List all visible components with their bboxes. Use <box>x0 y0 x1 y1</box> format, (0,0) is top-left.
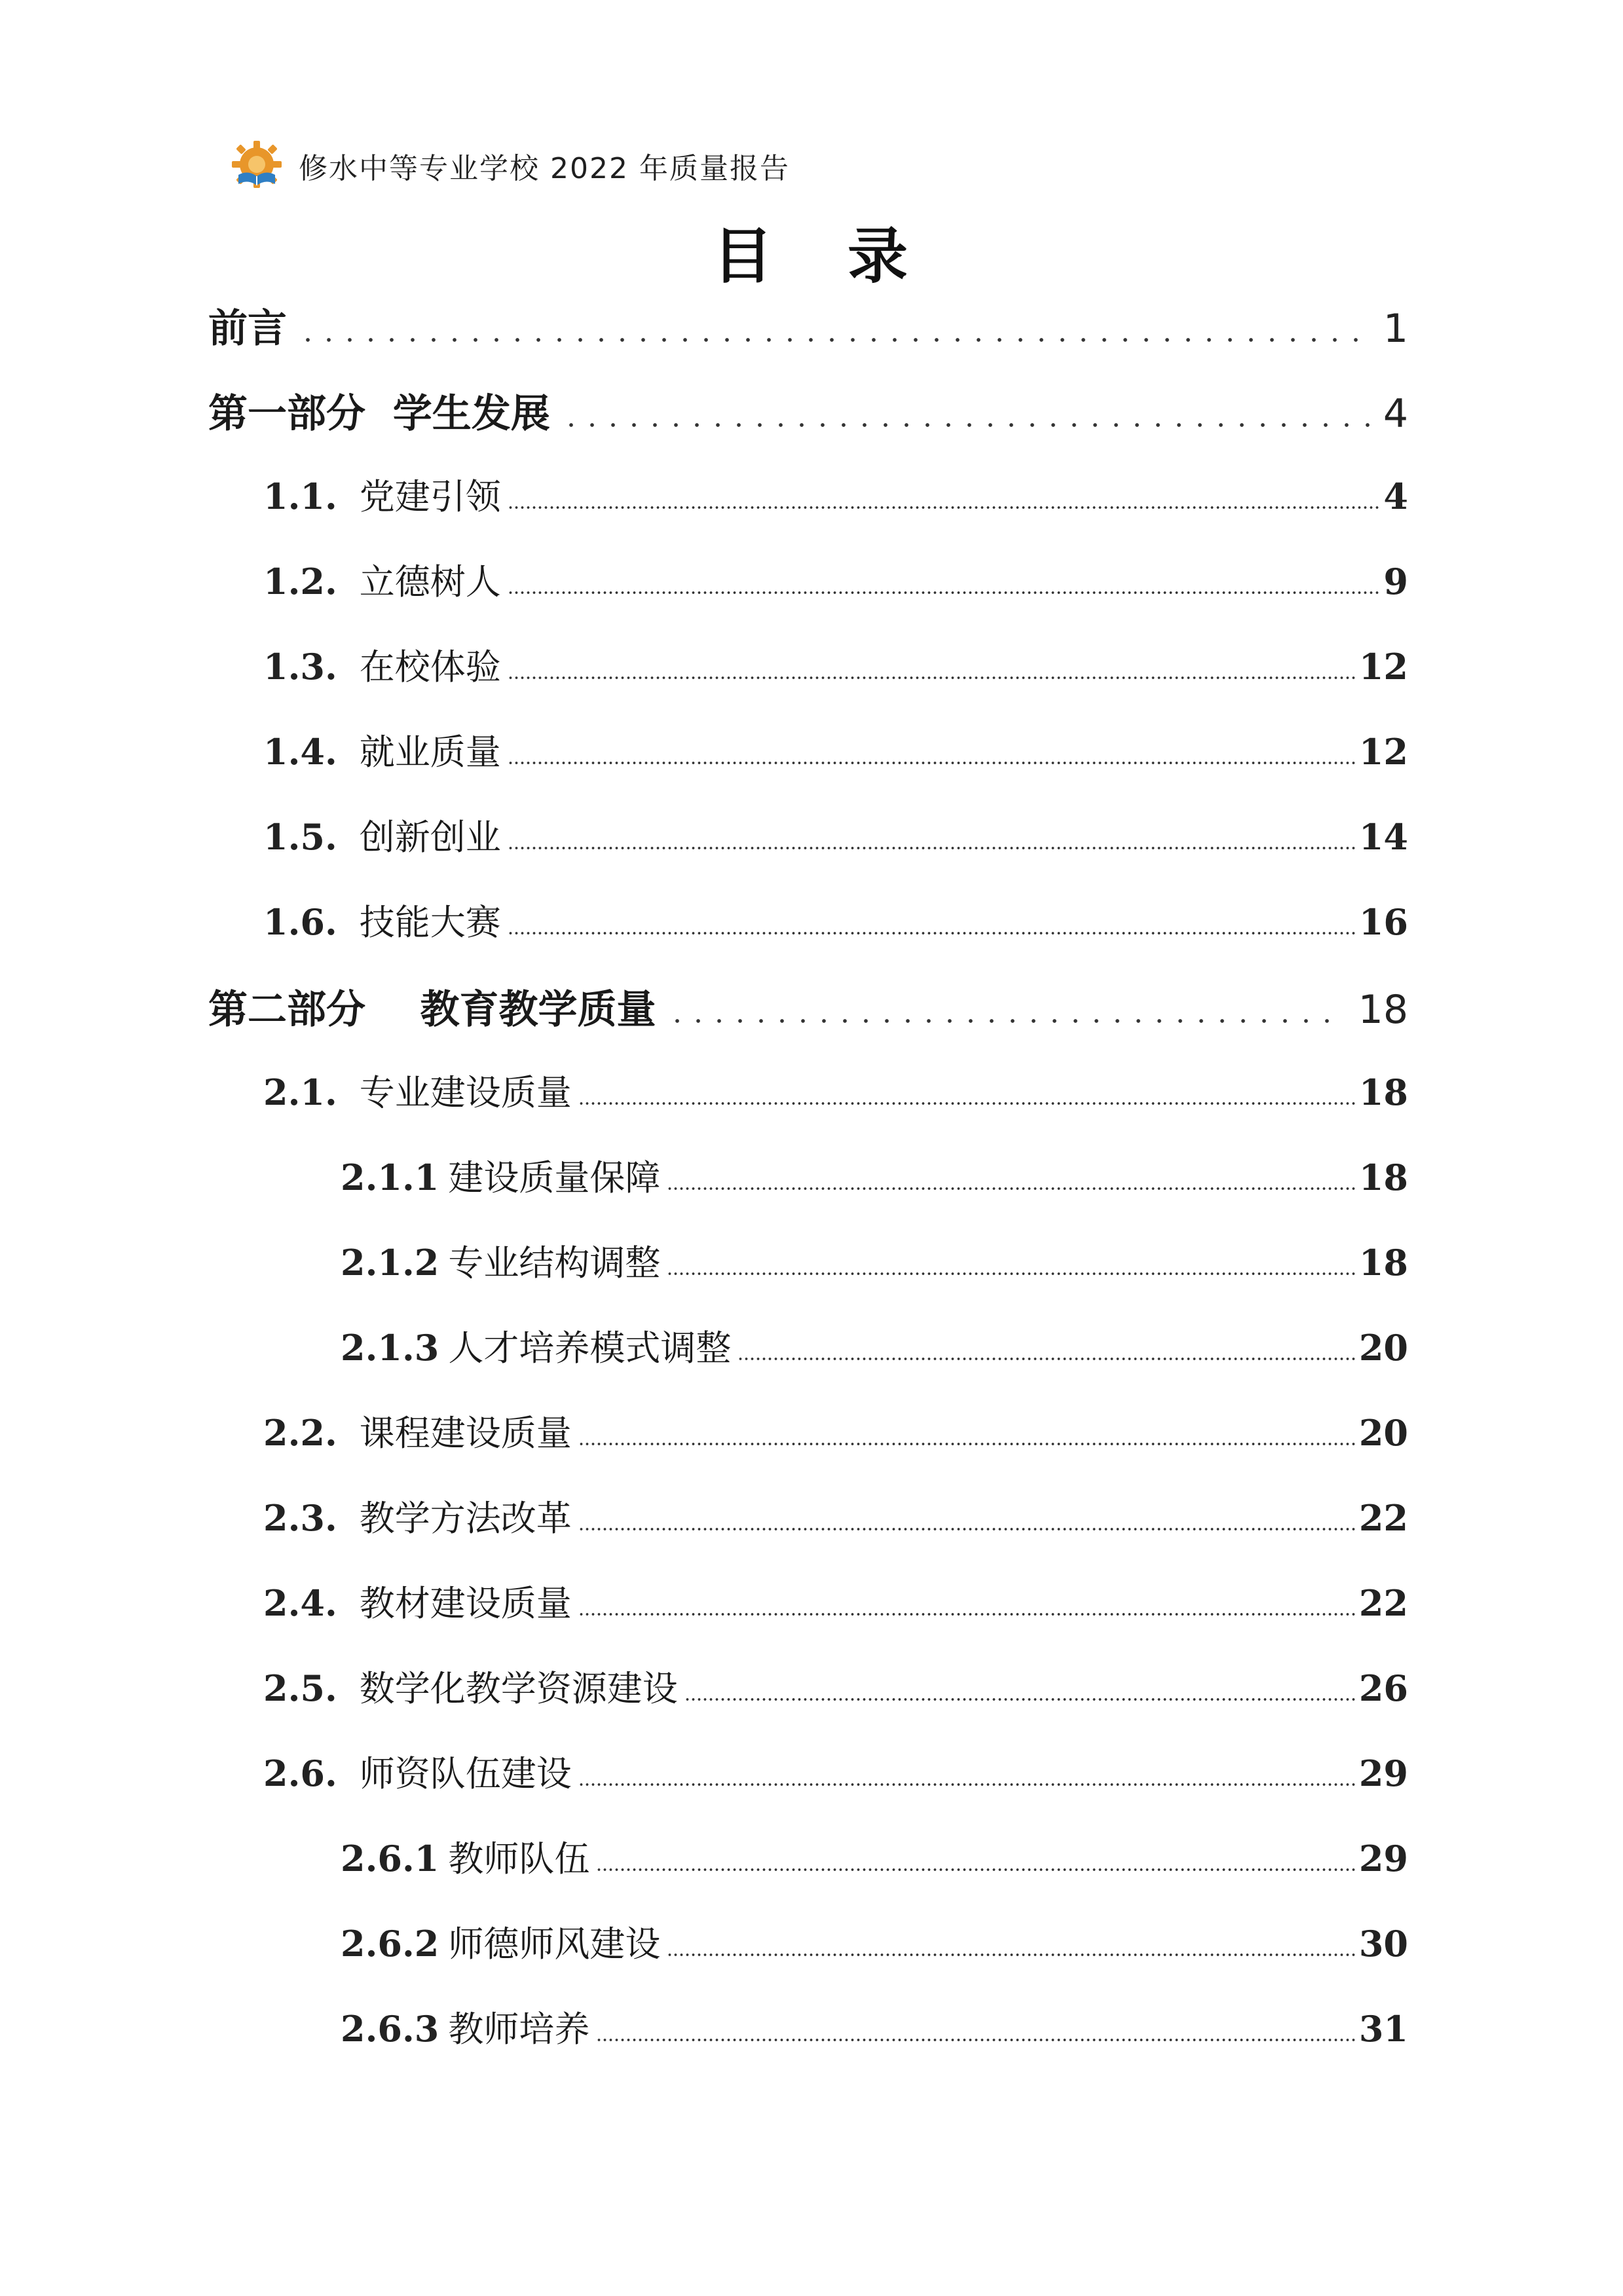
toc-entry-number: 2.5. <box>263 1667 337 1709</box>
toc-entry-label: 教材建设质量 <box>359 1583 572 1624</box>
toc-heading-part1: 目 <box>712 221 775 291</box>
toc-leader-dots <box>505 809 1355 860</box>
toc-entry-1-5[interactable] <box>263 809 1408 860</box>
toc-entry-number: 2.1. <box>263 1071 337 1113</box>
toc-entry-label: 创新创业 <box>359 817 501 858</box>
toc-entry-label: 师资队伍建设 <box>359 1753 572 1794</box>
toc-entry-page: 26 <box>1358 1667 1408 1709</box>
toc-entry-label: 立德树人 <box>359 561 501 602</box>
toc-entry-page: 18 <box>1358 1071 1408 1113</box>
toc-entry-label: 在校体验 <box>359 646 501 688</box>
toc-entry-number: 1.5. <box>263 816 337 858</box>
toc-entry-part-2[interactable] <box>208 978 1408 1035</box>
toc-entry-2-6-3[interactable] <box>341 2001 1408 2052</box>
toc-entry-number: 2.3. <box>263 1497 337 1539</box>
toc-entry-label: 专业建设质量 <box>359 1072 572 1113</box>
toc-entry-2-2[interactable] <box>263 1405 1408 1456</box>
toc-entry-1-1[interactable] <box>263 469 1408 519</box>
toc-entry-1-3[interactable] <box>263 639 1408 690</box>
toc-entry-label: 党建引领 <box>359 476 501 517</box>
toc-entry-number: 2.2. <box>263 1412 337 1454</box>
toc-entry-2-6-2[interactable] <box>341 1916 1408 1967</box>
toc-entry-page: 9 <box>1383 561 1408 602</box>
toc-entry-page: 18 <box>1358 1157 1408 1198</box>
toc-entry-page: 12 <box>1358 646 1408 688</box>
toc-entry-2-1-1[interactable] <box>341 1150 1408 1200</box>
toc-entry-2-1-2[interactable] <box>341 1235 1408 1286</box>
toc-entry-2-1-3[interactable] <box>341 1320 1408 1371</box>
toc-entry-label: 技能大赛 <box>359 902 501 943</box>
toc-entry-number: 2.6.1 <box>341 1838 439 1879</box>
toc-leader-dots <box>593 1831 1355 1881</box>
toc-entry-label: 建设质量保障 <box>448 1157 661 1198</box>
toc-entry-label: 第一部分 学生发展 <box>208 391 550 437</box>
toc-entry-number: 2.6.2 <box>341 1923 439 1965</box>
toc-entry-page: 29 <box>1358 1752 1408 1794</box>
toc-entry-preface[interactable] <box>208 297 1408 354</box>
toc-heading-part2: 录 <box>848 221 911 291</box>
toc-leader-dots <box>576 1405 1355 1456</box>
toc-entry-label: 课程建设质量 <box>359 1413 572 1454</box>
toc-entry-number: 2.6.3 <box>341 2008 439 2050</box>
toc-leader-dots <box>291 297 1379 354</box>
toc-leader-dots <box>505 469 1380 519</box>
toc-entry-number: 2.1.2 <box>341 1242 439 1284</box>
toc-entry-label: 人才培养模式调整 <box>448 1327 732 1369</box>
toc-leader-dots <box>576 1576 1355 1626</box>
toc-entry-page: 12 <box>1358 731 1408 773</box>
toc-entry-2-1[interactable] <box>263 1065 1408 1115</box>
toc-entry-page: 29 <box>1358 1838 1408 1879</box>
toc-entry-page: 14 <box>1358 816 1408 858</box>
toc-entry-label: 前言 <box>208 306 287 352</box>
toc-leader-dots <box>505 639 1355 690</box>
toc-leader-dots <box>682 1661 1355 1711</box>
toc-entry-2-5[interactable] <box>263 1661 1408 1711</box>
toc-entry-1-6[interactable] <box>263 895 1408 945</box>
toc-entry-label: 数学化教学资源建设 <box>359 1668 678 1709</box>
report-title: 修水中等专业学校 2022 年质量报告 <box>299 152 790 185</box>
toc-entry-page: 18 <box>1358 1242 1408 1284</box>
toc-leader-dots <box>505 554 1380 604</box>
toc-entry-number: 1.4. <box>263 731 337 773</box>
toc-leader-dots <box>664 1235 1355 1286</box>
toc-entry-page: 18 <box>1358 987 1408 1033</box>
toc-entry-label: 专业结构调整 <box>448 1242 661 1284</box>
toc-entry-2-3[interactable] <box>263 1491 1408 1541</box>
toc-entry-number: 2.1.1 <box>341 1157 439 1198</box>
toc-leader-dots <box>505 724 1355 775</box>
toc-entry-label: 就业质量 <box>359 731 501 773</box>
toc-entry-2-6-1[interactable] <box>341 1831 1408 1881</box>
toc-entry-label: 教师队伍 <box>448 1838 590 1879</box>
toc-entry-page: 20 <box>1358 1327 1408 1369</box>
toc-leader-dots <box>660 978 1339 1035</box>
toc-leader-dots <box>576 1746 1355 1796</box>
toc-leader-dots <box>576 1491 1355 1541</box>
toc-entry-number: 1.1. <box>263 475 337 517</box>
toc-entry-label: 教学方法改革 <box>359 1498 572 1539</box>
toc-entry-number: 2.4. <box>263 1582 337 1624</box>
toc-entry-page: 20 <box>1358 1412 1408 1454</box>
toc-leader-dots <box>505 895 1355 945</box>
toc-entry-label: 师德师风建设 <box>448 1923 661 1965</box>
toc-entry-part-1[interactable] <box>208 382 1408 439</box>
toc-leader-dots <box>576 1065 1355 1115</box>
toc-entry-page: 22 <box>1358 1497 1408 1539</box>
toc-entry-page: 1 <box>1383 306 1408 352</box>
toc-entry-number: 1.2. <box>263 561 337 602</box>
toc-entry-number: 1.3. <box>263 646 337 688</box>
toc-leader-dots <box>664 1916 1355 1967</box>
toc-leader-dots <box>664 1150 1355 1200</box>
toc-entry-page: 31 <box>1358 2008 1408 2050</box>
toc-entry-page: 4 <box>1383 391 1408 437</box>
toc-leader-dots <box>554 382 1379 439</box>
toc-entry-1-4[interactable] <box>263 724 1408 775</box>
toc-entry-label: 教师培养 <box>448 2009 590 2050</box>
toc-entry-2-4[interactable] <box>263 1576 1408 1626</box>
toc-entry-number: 2.1.3 <box>341 1327 439 1369</box>
toc-entry-page: 22 <box>1358 1582 1408 1624</box>
toc-entry-1-2[interactable] <box>263 554 1408 604</box>
toc-entry-number: 1.6. <box>263 901 337 943</box>
toc-entry-label: 第二部分 教育教学质量 <box>208 987 656 1033</box>
toc-entry-number: 2.6. <box>263 1752 337 1794</box>
toc-leader-dots <box>593 2001 1355 2052</box>
toc-entry-page: 30 <box>1358 1923 1408 1965</box>
toc-leader-dots <box>735 1320 1355 1371</box>
toc-entry-page: 16 <box>1358 901 1408 943</box>
toc-entry-2-6[interactable] <box>263 1746 1408 1796</box>
toc-entry-page: 4 <box>1383 475 1408 517</box>
